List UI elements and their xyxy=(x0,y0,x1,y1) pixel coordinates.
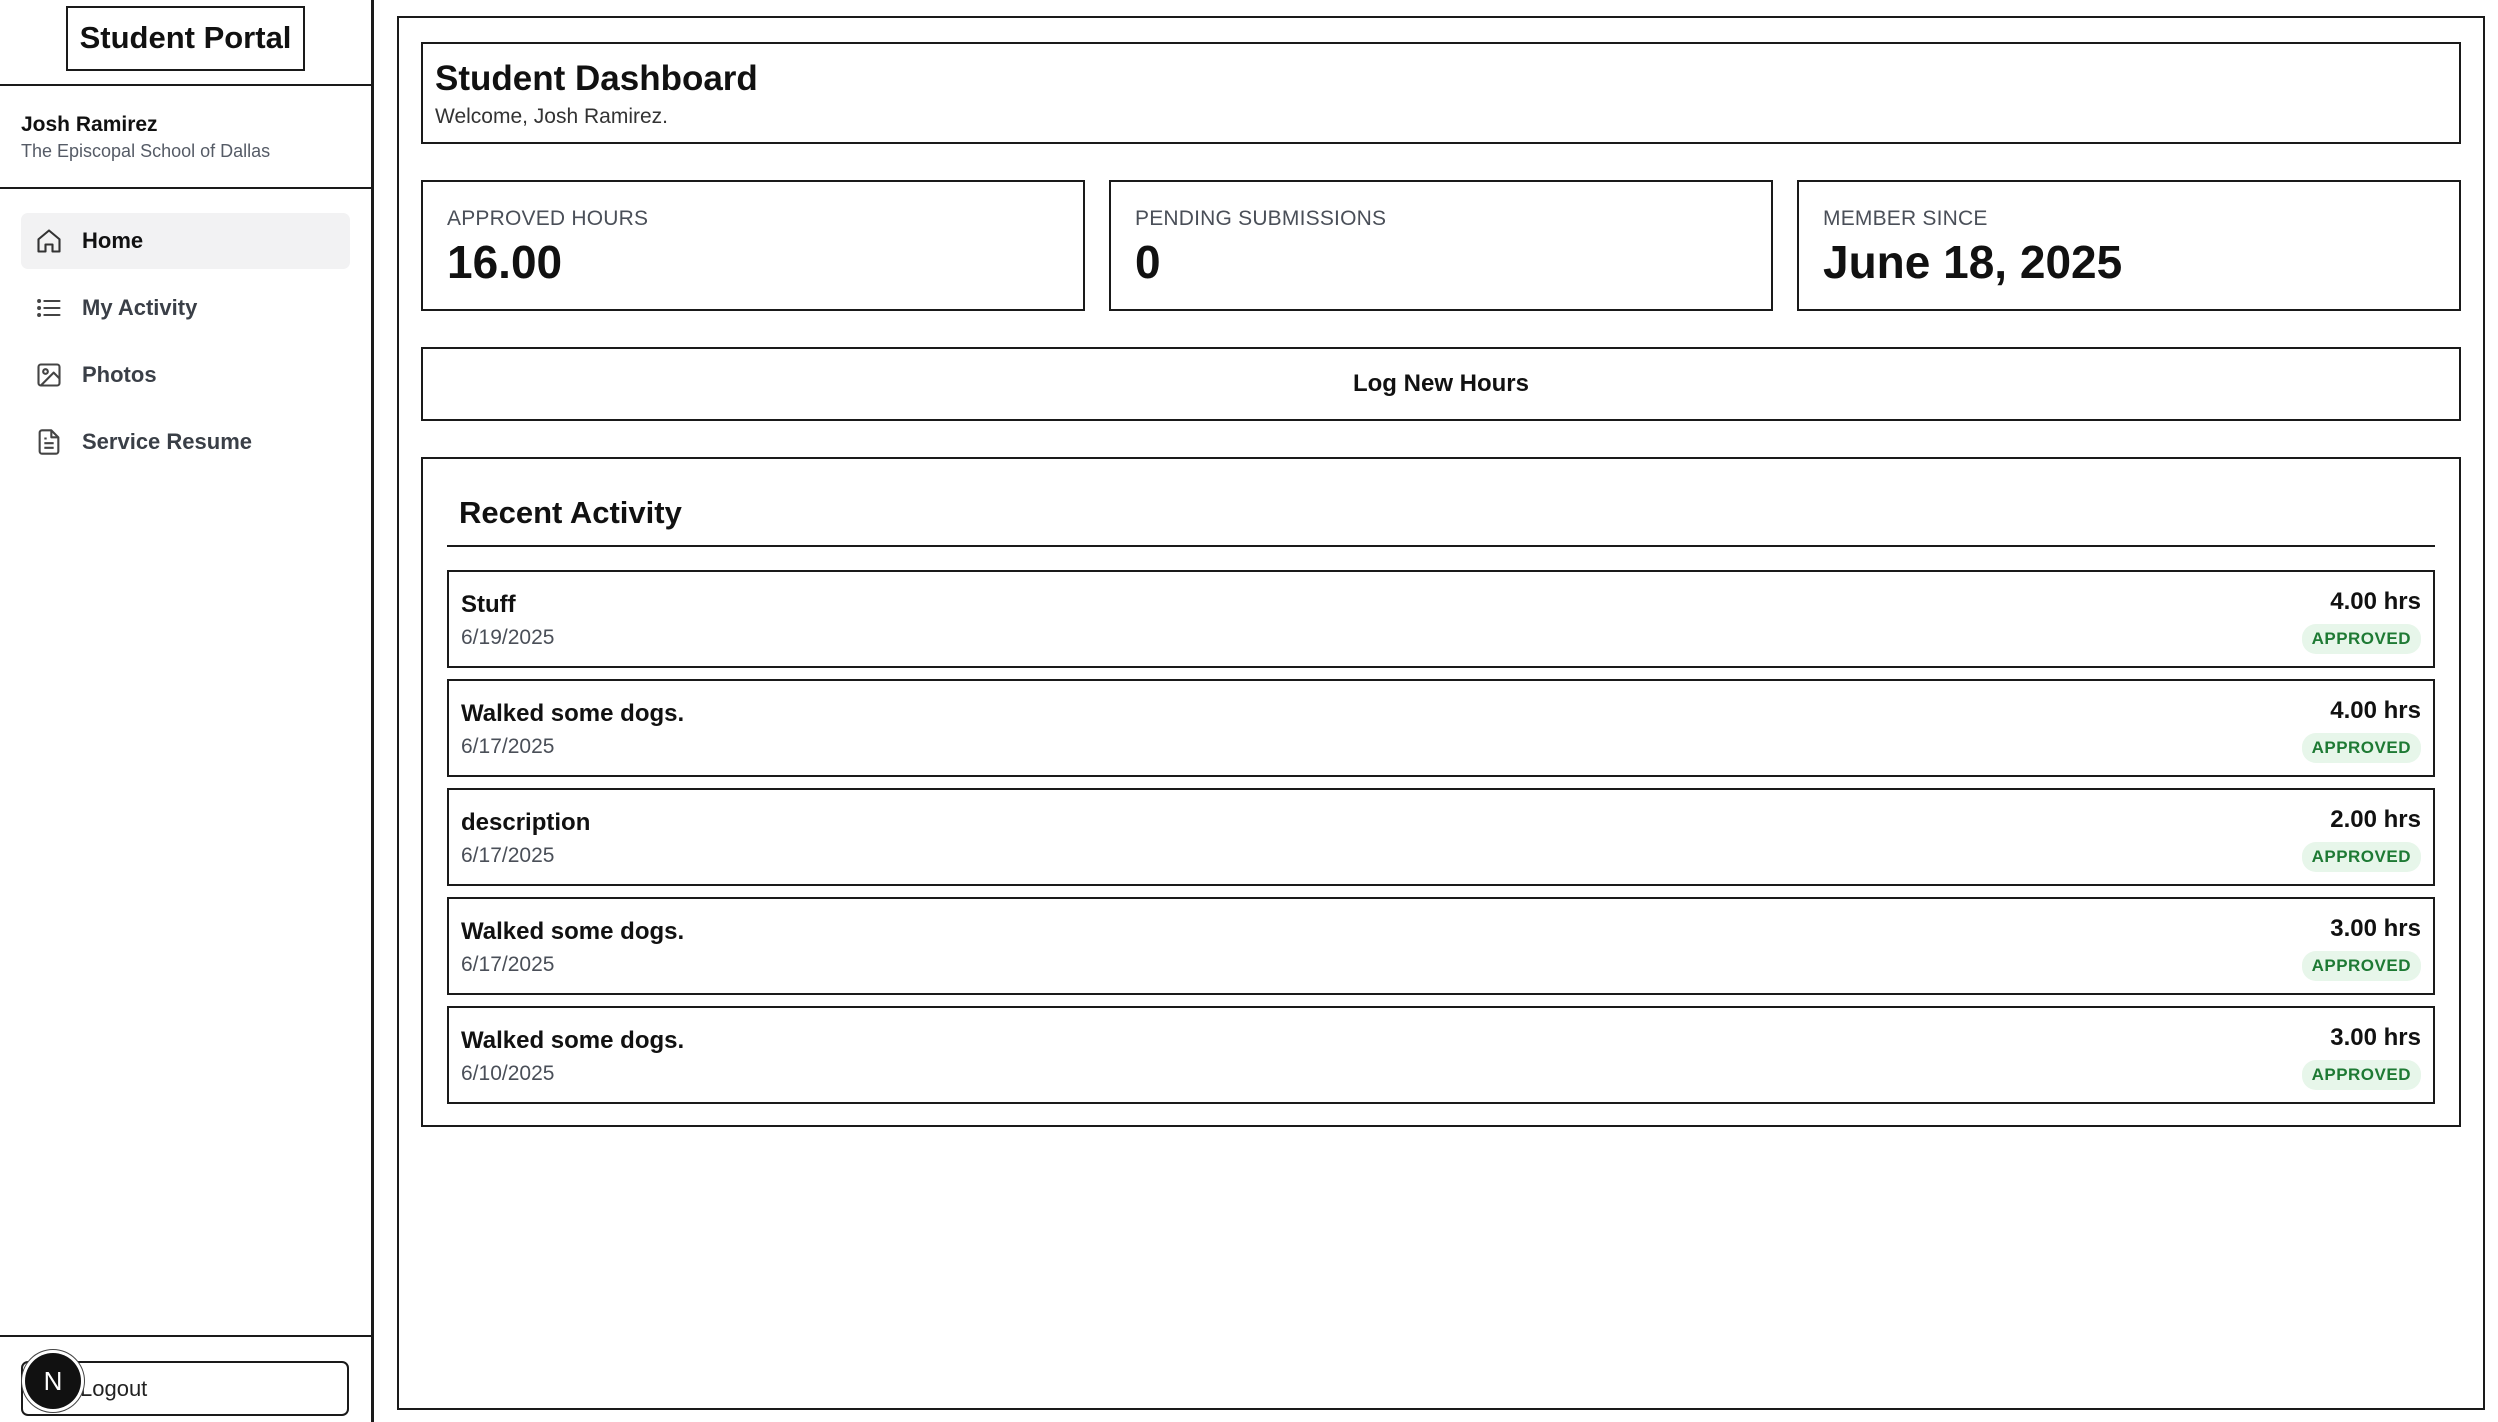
activity-date: 6/10/2025 xyxy=(461,1061,555,1085)
sidebar-item-label: Home xyxy=(82,228,144,253)
activity-meta xyxy=(2302,572,2421,666)
stat-card-pending-submissions xyxy=(1109,180,1773,311)
logout-button[interactable]: Logout xyxy=(21,1361,349,1416)
activity-description: Stuff xyxy=(461,591,516,618)
user-school: The Episcopal School of Dallas xyxy=(21,141,271,162)
activity-info xyxy=(461,1008,684,1102)
activity-description: description xyxy=(461,809,591,836)
activity-hours: 3.00 hrs xyxy=(2330,1024,2421,1051)
activity-meta xyxy=(2302,790,2421,884)
sidebar xyxy=(0,0,374,1422)
dashboard-header xyxy=(421,42,2461,144)
stats-row xyxy=(421,180,2461,311)
status-badge: APPROVED xyxy=(2302,1060,2421,1090)
list-item[interactable] xyxy=(447,1006,2435,1104)
activity-info xyxy=(461,899,684,993)
activity-list xyxy=(447,570,2435,1104)
stat-card-approved-hours xyxy=(421,180,1085,311)
activity-date: 6/17/2025 xyxy=(461,734,555,758)
n-badge-button[interactable]: N xyxy=(25,1353,81,1409)
stat-label: PENDING SUBMISSIONS xyxy=(1135,207,1387,230)
status-badge: APPROVED xyxy=(2302,951,2421,981)
activity-hours: 4.00 hrs xyxy=(2330,588,2421,615)
activity-description: Walked some dogs. xyxy=(461,1027,685,1054)
stat-card-member-since xyxy=(1797,180,2461,311)
brand-title[interactable]: Student Portal xyxy=(66,6,306,71)
sidebar-item-my-activity[interactable] xyxy=(21,280,350,336)
sidebar-item-service-resume[interactable] xyxy=(21,414,350,470)
activity-hours: 4.00 hrs xyxy=(2330,697,2421,724)
stat-value: June 18, 2025 xyxy=(1823,236,2123,288)
list-item[interactable] xyxy=(447,570,2435,668)
sidebar-item-label: Service Resume xyxy=(82,429,252,454)
list-item[interactable] xyxy=(447,788,2435,886)
activity-info xyxy=(461,572,554,666)
activity-meta xyxy=(2302,1008,2421,1102)
status-badge: APPROVED xyxy=(2302,733,2421,763)
stat-value: 16.00 xyxy=(447,236,563,288)
activity-meta xyxy=(2302,681,2421,775)
welcome-message: Welcome, Josh Ramirez. xyxy=(435,105,669,129)
recent-activity-panel xyxy=(421,457,2461,1127)
stat-label: APPROVED HOURS xyxy=(447,207,649,230)
activity-meta xyxy=(2302,899,2421,993)
document-icon xyxy=(35,428,63,456)
list-item[interactable] xyxy=(447,679,2435,777)
activity-hours: 3.00 hrs xyxy=(2330,915,2421,942)
image-icon xyxy=(35,361,63,389)
activity-date: 6/19/2025 xyxy=(461,625,555,649)
log-new-hours-button[interactable]: Log New Hours xyxy=(421,347,2461,421)
sidebar-item-photos[interactable] xyxy=(21,347,350,403)
main-content xyxy=(374,0,2498,1422)
brand-area xyxy=(0,0,371,86)
home-icon xyxy=(35,227,63,255)
stat-value: 0 xyxy=(1135,236,1161,288)
sidebar-item-label: My Activity xyxy=(82,295,198,320)
status-badge: APPROVED xyxy=(2302,624,2421,654)
activity-info xyxy=(461,790,590,884)
status-badge: APPROVED xyxy=(2302,842,2421,872)
sidebar-nav xyxy=(0,189,371,470)
activity-info xyxy=(461,681,684,775)
list-item[interactable] xyxy=(447,897,2435,995)
activity-description: Walked some dogs. xyxy=(461,700,685,727)
page-title: Student Dashboard xyxy=(435,59,758,98)
activity-description: Walked some dogs. xyxy=(461,918,685,945)
sidebar-item-home[interactable] xyxy=(21,213,350,269)
user-name: Josh Ramirez xyxy=(21,113,158,136)
recent-activity-title: Recent Activity xyxy=(447,459,2435,547)
activity-hours: 2.00 hrs xyxy=(2330,806,2421,833)
activity-date: 6/17/2025 xyxy=(461,843,555,867)
user-info xyxy=(0,86,371,189)
main-frame xyxy=(397,16,2485,1410)
activity-date: 6/17/2025 xyxy=(461,952,555,976)
stat-label: MEMBER SINCE xyxy=(1823,207,1988,230)
sidebar-item-label: Photos xyxy=(82,362,157,387)
list-icon xyxy=(35,294,63,322)
